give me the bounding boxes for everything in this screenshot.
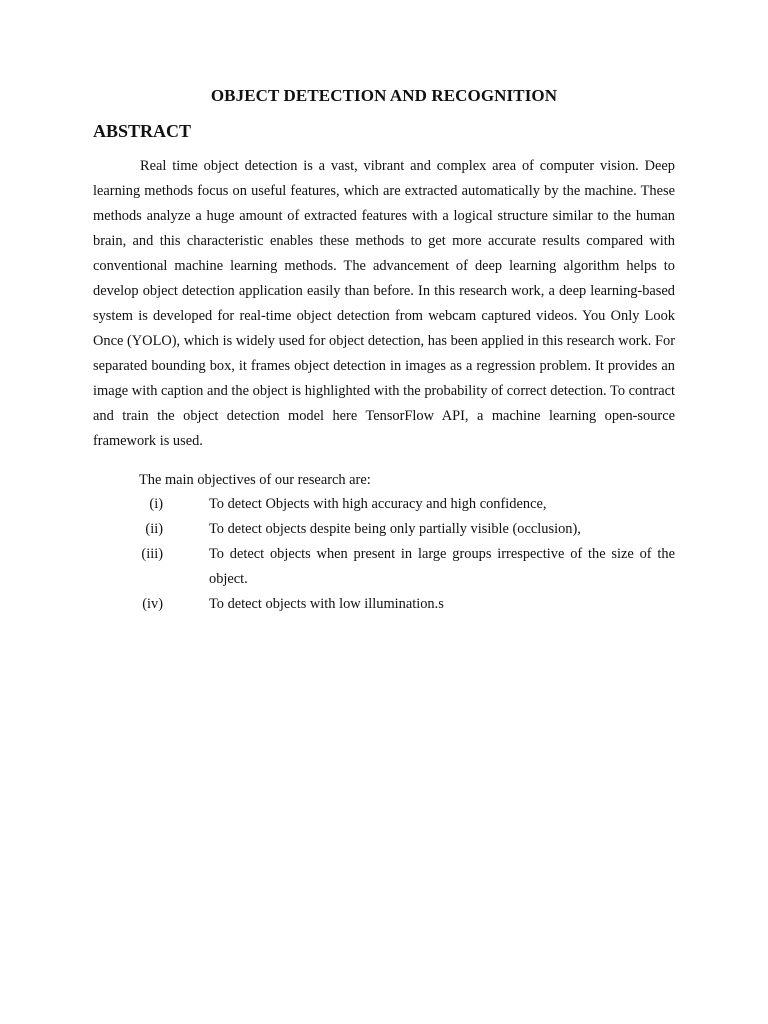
objective-number: (i): [149, 496, 163, 512]
objective-item: [139, 542, 675, 592]
objectives-intro: The main objectives of our research are:: [139, 472, 371, 488]
objective-text: To detect objects despite being only partially visible (occlusion),: [209, 521, 581, 537]
objective-item: [139, 492, 675, 517]
objective-number: (iii): [141, 546, 163, 562]
objective-text: To detect objects with low illumination.s: [209, 596, 444, 612]
abstract-paragraph: Real time object detection is a vast, vibrant and complex area of computer vision. Deep learning methods focus on useful features, which are extracted automatically by the machine. These methods analyze a huge amount of extracted features with a logical structure similar to the human brain, and this characteristic enables these methods to get more accurate results compared with conventional machine learning methods. The advancement of deep learning algorithm helps to develop object detection application easily than before. In this research work, a deep learning-based system is developed for real-time object detection from webcam captured videos. You Only Look Once (YOLO), which is widely used for object detection, has been applied in this research work. For separated bounding box, it frames object detection in images as a regression problem. It provides an image with caption and the object is highlighted with the probability of correct detection. To contract and train the object detection model here TensorFlow API, a machine learning open-source framework is used.: [93, 158, 675, 449]
objective-number: (iv): [142, 596, 163, 612]
objective-item: [139, 592, 675, 617]
objective-text: To detect objects when present in large groups irrespective of the size of the object.: [209, 546, 675, 587]
objective-number: (ii): [145, 521, 163, 537]
objectives-list: [139, 492, 675, 617]
objective-text: To detect Objects with high accuracy and high confidence,: [209, 496, 547, 512]
document-title: OBJECT DETECTION AND RECOGNITION: [210, 86, 558, 105]
objective-item: [139, 517, 675, 542]
abstract-heading: ABSTRACT: [93, 121, 192, 141]
